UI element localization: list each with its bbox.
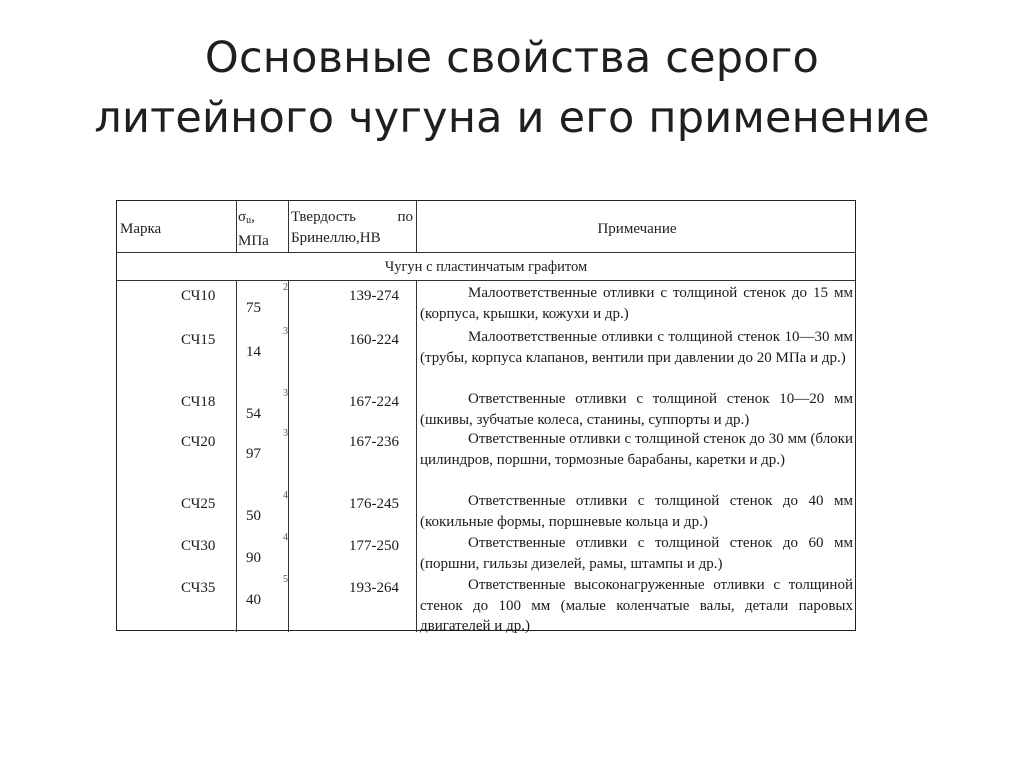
row-hardness: 177-250 xyxy=(349,538,399,554)
row-hardness: 139-274 xyxy=(349,288,399,304)
hardness-word-2: по xyxy=(397,209,413,225)
row-tick-mark: 3 xyxy=(283,428,288,439)
row-grade: СЧ10 xyxy=(181,288,216,304)
row-hardness: 167-224 xyxy=(349,394,399,410)
slide-title xyxy=(0,28,1024,148)
row-sigma: 90 xyxy=(246,550,261,566)
row-note: Ответственные отливки с толщиной стенок 10—20 мм (шкивы, зубчатые колеса, станины, суппорты и др.) xyxy=(420,391,853,428)
sigma-unit: МПа xyxy=(238,233,269,249)
row-hardness: 167-236 xyxy=(349,434,399,450)
row-note: Ответственные отливки с толщиной стенок до 40 мм (кокильные формы, поршневые кольца и др.) xyxy=(420,493,853,530)
hardness-word-1: Твердость xyxy=(291,209,356,225)
slide-title-line-2: литейного чугуна и его применение xyxy=(94,93,930,143)
row-note: Ответственные высоконагруженные отливки с толщиной стенок до 100 мм (малые коленчатые валы, детали паровых двигателей и др.) xyxy=(420,577,853,634)
row-tick-mark: 4 xyxy=(283,490,288,501)
row-tick-mark: 3 xyxy=(283,388,288,399)
row-note: Ответственные отливки с толщиной стенок до 30 мм (блоки цилиндров, поршни, тормозные барабаны, каретки и др.) xyxy=(420,431,853,468)
row-hardness: 160-224 xyxy=(349,332,399,348)
row-note: Малоответственные отливки с толщиной стенок 10—30 мм (трубы, корпуса клапанов, вентили при давлении до 20 МПа и др.) xyxy=(420,329,853,366)
section-divider xyxy=(117,280,855,281)
row-hardness: 176-245 xyxy=(349,496,399,512)
row-sigma: 97 xyxy=(246,446,261,462)
row-grade: СЧ20 xyxy=(181,434,216,450)
header-note: Примечание xyxy=(597,221,677,237)
row-note: Ответственные отливки с толщиной стенок до 60 мм (поршни, гильзы дизелей, рамы, штампы и др.) xyxy=(420,535,853,572)
row-grade: СЧ18 xyxy=(181,394,216,410)
hardness-line-2: Бринеллю,HB xyxy=(291,230,381,246)
row-sigma: 75 xyxy=(246,300,261,316)
row-sigma: 54 xyxy=(246,406,261,422)
row-grade: СЧ30 xyxy=(181,538,216,554)
row-tick-mark: 5 xyxy=(283,574,288,585)
header-marka: Марка xyxy=(120,221,162,237)
row-sigma: 14 xyxy=(246,344,261,360)
row-sigma: 40 xyxy=(246,592,261,608)
slide-title-line-1: Основные свойства серого xyxy=(204,33,820,83)
sigma-subscript: u xyxy=(246,215,252,226)
row-sigma: 50 xyxy=(246,508,261,524)
header-hardness xyxy=(291,207,413,249)
row-grade: СЧ35 xyxy=(181,580,216,596)
row-note: Малоответственные отливки с толщиной стенок до 15 мм (корпуса, крышки, кожухи и др.) xyxy=(420,285,853,322)
row-tick-mark: 2 xyxy=(283,282,288,293)
row-grade: СЧ15 xyxy=(181,332,216,348)
row-hardness: 193-264 xyxy=(349,580,399,596)
row-tick-mark: 3 xyxy=(283,326,288,337)
row-grade: СЧ25 xyxy=(181,496,216,512)
properties-table xyxy=(116,200,856,634)
row-tick-mark: 4 xyxy=(283,532,288,543)
header-sigma: $\sigma_u$, МПа xyxy=(238,207,269,252)
section-title: Чугун с пластинчатым графитом xyxy=(384,259,588,275)
sigma-symbol: σ xyxy=(238,209,247,225)
